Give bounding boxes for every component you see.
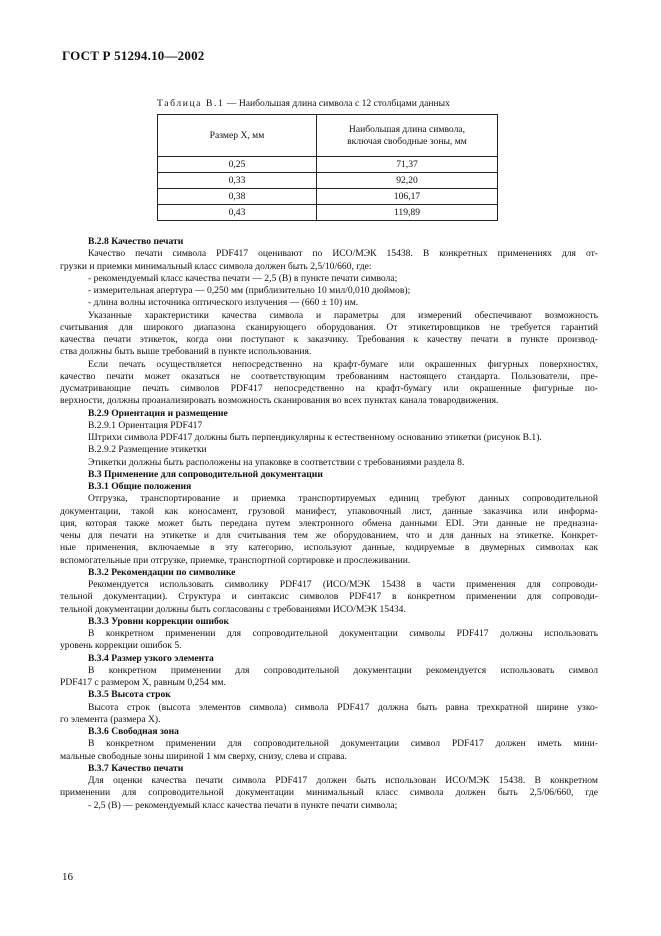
list-item: - измерительная апертура — 0,250 мм (приблизительно 10 мил/0,010 дюймов); <box>88 285 411 296</box>
paragraph-line: считывания для широкого диапазона сканирующего оборудования. От этикетировщиков не требуется гарантий <box>60 321 598 333</box>
paragraph-line: Рекомендуется использовать символику PDF417 (ИСО/МЭК 15438 в части применения для сопроводи- <box>88 579 598 590</box>
document-header: ГОСТ Р 51294.10—2002 <box>62 48 205 63</box>
paragraph-line: качества печати этикеток, когда они поступают к заказчику. Требования к качеству печати в пункте производ- <box>60 334 598 345</box>
paragraph-line: ства должны быть выше требований в пункте использования. <box>60 346 312 358</box>
section-heading: В.3.7 Качество печати <box>88 762 184 774</box>
table-cell-size: 0,33 <box>158 173 317 189</box>
table-header-size: Размер X, мм <box>158 115 317 157</box>
table-cell-length: 92,20 <box>317 173 498 189</box>
section-heading: В.3.2 Рекомендации по символике <box>88 566 236 578</box>
paragraph-line: PDF417 с размером X, равным 0,254 мм. <box>60 677 226 688</box>
table-cell-length: 106,17 <box>317 189 498 205</box>
section-heading: В.2.8 Качество печати <box>88 236 184 247</box>
paragraph-line: дусматривающие печать символов PDF417 непосредственно на крафт-бумагу или окрашенные фигурные по- <box>60 383 598 394</box>
table-row <box>158 205 498 221</box>
paragraph-line: В конкретном применении для сопроводительной документации рекомендуется использовать символ <box>88 664 598 676</box>
page-number: 16 <box>62 871 73 883</box>
table-header-length-line1: Наибольшая длина символа, <box>348 123 466 135</box>
data-table <box>157 114 498 221</box>
section-heading: В.3.4 Размер узкого элемента <box>88 652 214 664</box>
paragraph-line: го элемента (размера X). <box>60 713 161 725</box>
paragraph-line: Указанные характеристики качества символа и параметры для измерений обеспечивают возможность <box>88 309 598 321</box>
table-cell-size: 0,38 <box>158 189 317 205</box>
paragraph-line: применении для сопроводительной документации минимальный класс символа должен быть 2,5/06/660, где <box>60 787 598 799</box>
table-header-length <box>317 115 498 157</box>
section-heading: В.2.9 Ориентация и размещение <box>88 407 228 419</box>
paragraph-line: качество печати может оказаться не соответствующим требованиям настоящего стандарта. Пользователи, пре- <box>60 370 598 382</box>
paragraph-line: Высота строк (высота элементов символа) символа PDF417 должна быть равна трехкратной ширине узко- <box>88 701 598 713</box>
table-row <box>158 157 498 173</box>
paragraph-line: вспомогательные при отгрузке, приемке, транспортной сортировке и прослеживании. <box>60 554 411 566</box>
table-caption-rest: — Наибольшая длина символа с 12 столбцами данных <box>224 98 450 109</box>
list-item: - рекомендуемый класс качества печати — 2,5 (В) в пункте печати символа; <box>88 272 398 284</box>
paragraph-line: документации, такой как коносамент, грузовой манифест, упаковочный лист, данные заказчика или информа- <box>60 505 598 517</box>
paragraph-line: чены для печати на этикетке и для считывания тем же оборудованием, что и для данных на этикетке. Конкрет- <box>60 530 598 541</box>
table-caption-prefix: Таблица В.1 <box>157 98 225 109</box>
paragraph-line: тельной документации должны быть согласованы с требованиями ИСО/МЭК 15434. <box>60 603 406 615</box>
paragraph-line: Если печать осуществляется непосредственно на крафт-бумаге или окрашенных фигурных поверхностях, <box>88 358 598 370</box>
subsection-heading: В.2.9.1 Ориентация PDF417 <box>88 419 203 431</box>
section-heading: В.3.5 Высота строк <box>88 689 171 701</box>
section-heading: В.3.1 Общие положения <box>88 481 192 492</box>
paragraph-line: тельной документации). Структура и синтаксис символов PDF417 в конкретном применении для сопроводи- <box>60 591 598 603</box>
table-cell-size: 0,25 <box>158 157 317 173</box>
table-row <box>158 189 498 205</box>
paragraph-line: ные применения, включаемые в эту категорию, используют данные, кодируемые в двумерных символах как <box>60 542 598 554</box>
table-header-row <box>158 115 498 157</box>
table-caption <box>157 98 450 109</box>
paragraph-line: Штрихи символа PDF417 должны быть перпендикулярны к естественному основанию этикетки (рисунок В.1). <box>88 432 542 443</box>
paragraph-line: Этикетки должны быть расположены на упаковке в соответствии с требованиями раздела 8. <box>88 456 465 468</box>
table-cell-size: 0,43 <box>158 205 317 221</box>
paragraph-line: мальные свободные зоны шириной 1 мм сверху, снизу, слева и справа. <box>60 750 347 762</box>
table-row <box>158 173 498 189</box>
list-item: - 2,5 (В) — рекомендуемый класс качества печати в пункте печати символа; <box>88 799 398 811</box>
paragraph-line: Отгрузка, транспортирование и приемка транспортируемых единиц требуют данных сопроводительной <box>88 493 598 505</box>
paragraph-line: В конкретном применении для сопроводительной документации символ PDF417 должен иметь мини- <box>88 738 598 750</box>
section-heading: В.3.3 Уровни коррекции ошибок <box>88 615 230 627</box>
paragraph-line: верхности, должны проанализировать возможность сканирования во всех пунктах канала товародвижения. <box>60 395 499 407</box>
table-cell-length: 119,89 <box>317 205 498 221</box>
paragraph-line: Качество печати символа PDF417 оценивают по ИСО/МЭК 15438. В конкретных применениях для от- <box>88 248 598 260</box>
section-heading: В.3.6 Свободная зона <box>88 726 179 737</box>
document-body <box>60 236 598 812</box>
paragraph-line: В конкретном применении для сопроводительной документации символы PDF417 должны использовать <box>88 628 598 639</box>
paragraph-line: Для оценки качества печати символа PDF417 должен быть использован ИСО/МЭК 15438. В конкретном <box>88 775 598 786</box>
paragraph-line: грузки и приемки минимальный класс символа должен быть 2,5/10/660, где: <box>60 260 372 272</box>
paragraph-line: уровень коррекции ошибок 5. <box>60 640 182 652</box>
paragraph-line: ция, которая также может быть передана путем электронного обмена данными EDI. Эти данные не предназна- <box>60 517 598 529</box>
table-cell-length: 71,37 <box>317 157 498 173</box>
list-item: - длина волны источника оптического излучения — (660 ± 10) им. <box>88 297 359 309</box>
table-header-length-line2: включая свободные зоны, мм <box>347 135 467 147</box>
subsection-heading: В.2.9.2 Размещение этикетки <box>88 444 207 456</box>
section-heading: В.3 Применение для сопроводительной документации <box>88 468 323 480</box>
